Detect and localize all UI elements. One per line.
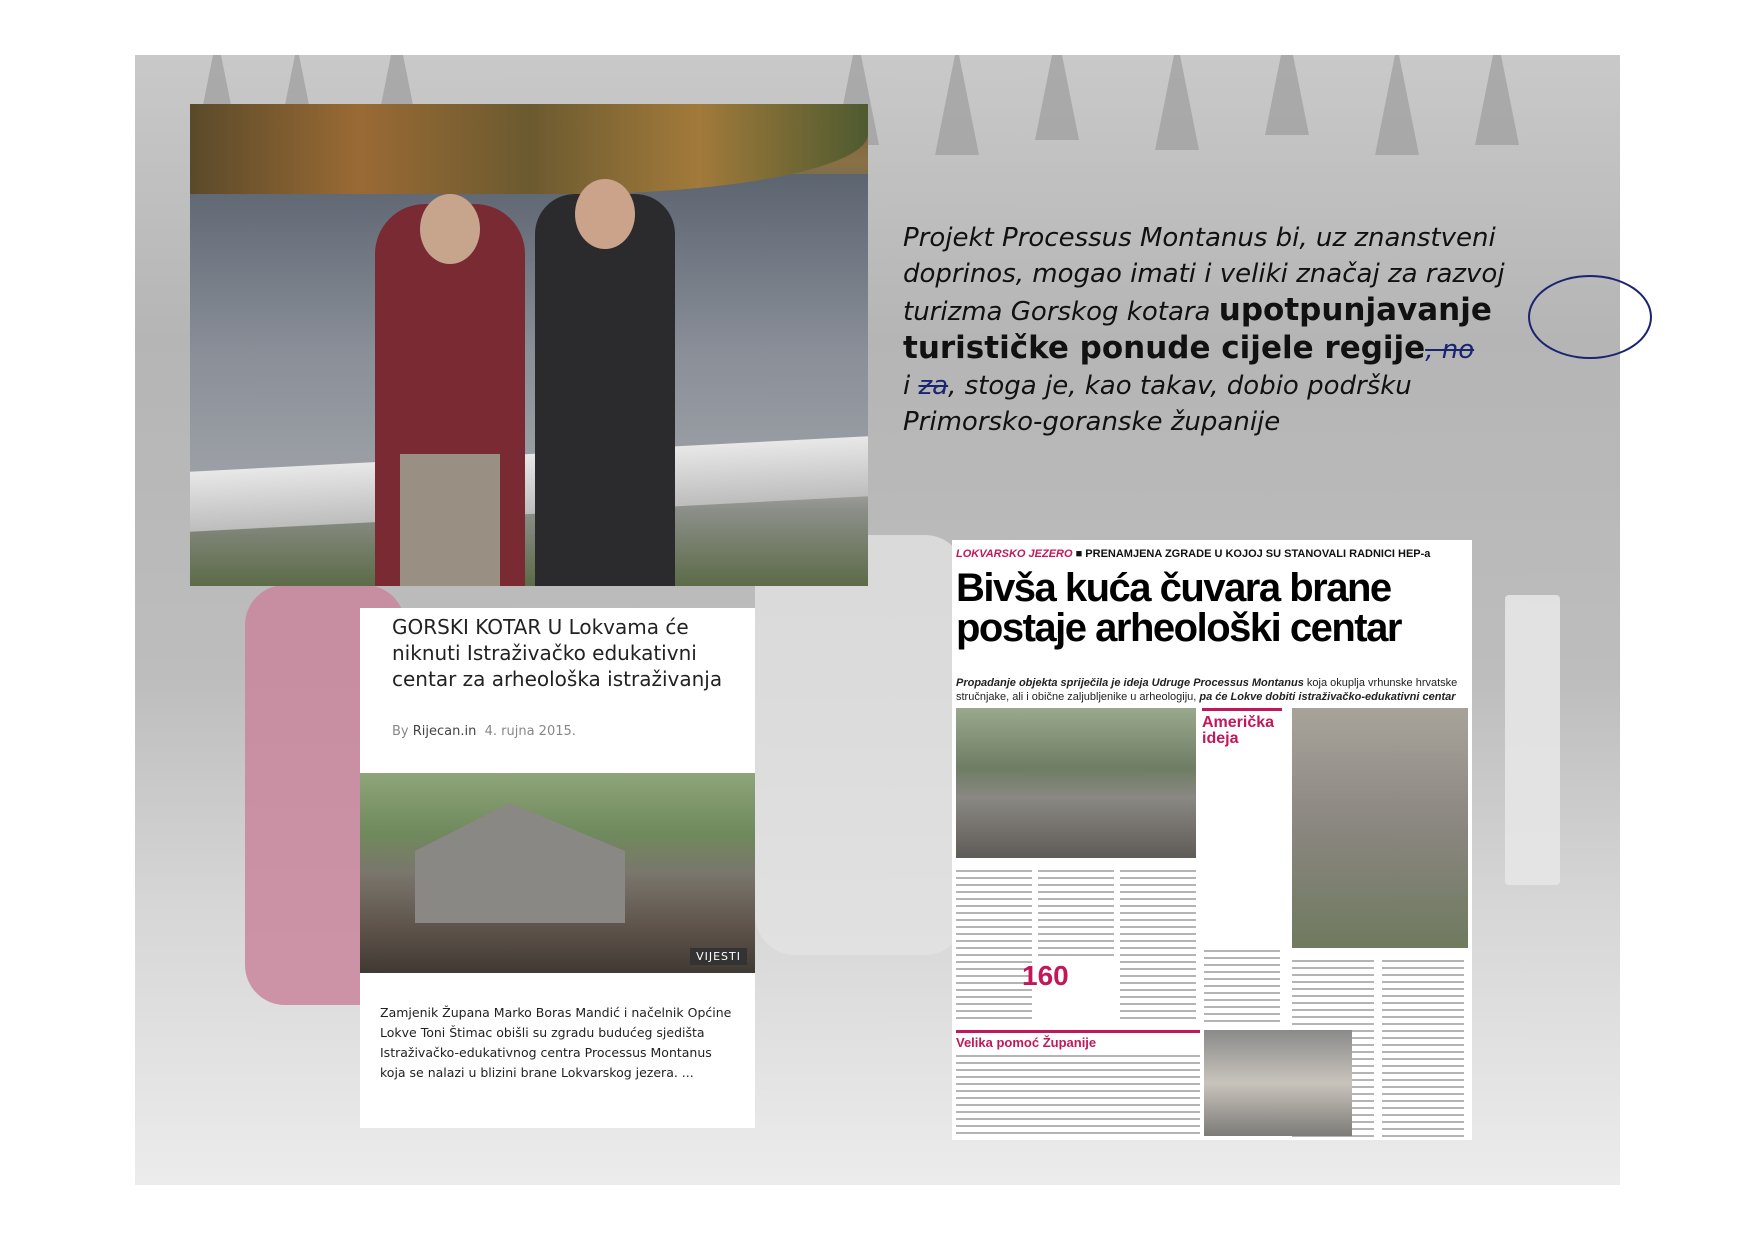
newspaper-number: 160	[1022, 960, 1069, 991]
web-article-card	[360, 608, 755, 1128]
newspaper-photo	[1292, 708, 1468, 948]
sidebar-title: Američka ideja	[1202, 714, 1275, 747]
headline-bold: turističke ponude cijele regije	[903, 330, 1426, 366]
headline-bold: upotpunjavanje	[1218, 292, 1492, 328]
newspaper-box	[956, 1030, 1200, 1140]
pen-scribble	[1528, 275, 1652, 359]
headline-line: Projekt Processus Montanus bi, uz znanstveni	[903, 223, 1496, 253]
headline-line: , stoga je, kao takav, dobio podršku	[948, 371, 1412, 401]
newspaper-photo	[1204, 1030, 1352, 1136]
article-byline: By Rijecan.in 4. rujna 2015.	[392, 724, 576, 739]
headline-line: Primorsko-goranske županije	[903, 407, 1281, 437]
headline-line: doprinos, mogao imati i veliki značaj za razvoj	[903, 259, 1505, 289]
headline-line: i	[903, 371, 919, 401]
newspaper-lead: Propadanje objekta spriječila je ideja Udruge Processus Montanus koja okuplja vrhunske hrvatske stručnjake, ali i obične zaljubljenike u arheologiju, pa će Lokve dobiti istraživačko-edukativni centar	[956, 677, 1458, 703]
article-image[interactable]	[360, 773, 755, 973]
headline-struck: , no	[1425, 335, 1475, 365]
newspaper-clipping	[952, 540, 1472, 1140]
box-title: Velika pomoć Županije	[956, 1035, 1097, 1050]
article-date: 4. rujna 2015.	[484, 724, 576, 739]
headline-line: turizma Gorskog kotara	[903, 297, 1219, 327]
category-tag[interactable]: VIJESTI	[690, 948, 747, 965]
newspaper-headline: Bivša kuća čuvara brane postaje arheološki centar	[956, 566, 1401, 650]
article-title[interactable]: GORSKI KOTAR U Lokvama će niknuti Istraživačko edukativni centar za arheološka istraživanja	[392, 615, 723, 691]
headline-struck: za	[918, 371, 949, 401]
article-author[interactable]: Rijecan.in	[412, 724, 477, 739]
newspaper-sidebar	[1202, 708, 1282, 941]
lake-dam-photo	[190, 104, 868, 586]
newspaper-kicker: LOKVARSKO JEZERO ■ PRENAMJENA ZGRADE U KOJOJ SU STANOVALI RADNICI HEP-a	[956, 548, 1431, 560]
newspaper-photo	[956, 708, 1196, 858]
article-excerpt: Zamjenik Župana Marko Boras Mandić i načelnik Općine Lokve Toni Štimac obišli su zgradu budućeg sjedišta Istraživačko-edukativnog centra Processus Montanus koja se nalazi u blizini brane Lokvarskog jezera. ...	[380, 1005, 732, 1080]
